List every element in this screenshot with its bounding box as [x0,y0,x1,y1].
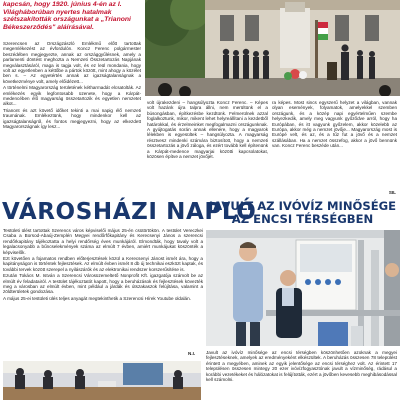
paragraph: A történelmi Magyarország területének kétharmadát elcsatolták. Az emlékezés egyik legfontosabb üzenete, hogy a Kárpát-medencében élő magyarság összetartozik és egyetlen nemzetet alkot... [3,85,141,107]
paragraph: Ezután Tokács M. István a Szerencsi Városüzemeltető Nonprofit Kft. igazgatója számolt be az elmúlt év feladatairól. A testület tájékoztatót kapott, hogy a beruházások és fejlesztések kövezték meg a városban az elmúlt évben, mint például a járdák és útszakaszok felújítása, valamint a zöldterületek gondozása. [3,273,203,295]
top-article-signature: SIL [388,190,396,195]
headline-line: Világháborúban nyertes hatalmak [3,8,112,16]
javult-title-line: JAVULT AZ IVÓVÍZ MINŐSÉGE [208,199,397,213]
water-plant-photo [206,230,400,346]
ceremony-photo [145,0,400,96]
council-meeting-photo [3,361,201,400]
headline-line: Békeszerződés" aláírásával. [3,23,94,31]
headline-line: szétszakították országunkat a „Trianoni [3,16,131,24]
paragraph: Ezt követően a fojamatos rendben előterjesztések közül a Kerecsenyi Jánost ismét ára, hogy a kapitányságon is történtek fejlesztések. Az elmúlt évben ismét 8 db új technikai eszközt kaptak, és további tervek között szerepel a nyilászárók és az elektronikai rendszer korszerűsítése is. [3,256,203,272]
varoshazi-title: VÁROSHÁZI NAPLÓ [2,199,257,225]
varoshazi-signature: N.I. [188,351,196,356]
paragraph: volt újrakezdeni – hangsúlyozta Koncz Ferenc. – Képes volt hazánk újra talpra állni, nem merültünk el a búsongásban, építkezésbe kezdtünk. Felmerülnek azzal foglalkoztunk, mikor, mikent lehet helyreállítani a kezdetből határokkal, és érzelmeinket megfogalmazni országunknak. A gyújtogatás során annak ellenére, hogy a magyarok lélekben is egyesültek – hangsúlyozta. A magyarság résztvesz mindenki számára biztosított, hogy a nemzeti összetartozás a jövő záloga, és ezért tovább kell építenünk a Kárpát-medence magyarjai közötti kapcsolatokat, közösen építve a nemzet jövőjét. [147,100,268,160]
javult-text [206,350,397,400]
ceremony-photo-image [145,0,400,96]
paragraph: ra képes. Most sincs egyszerű helyzet a világban, vannak olyan események, folyamatok, amelyekkel szemben országunk, és a közép napi egyértelműen szembe helyezkedik, amely meg vagyunk győződve arról, hogy ha Európában, és itt vagyunk győzelem, akkor közelebb az Európa, akkor még a nemzet jövője... Magyarország most is Európé velt, és az, és a tűz fut a jövő és a nemzet szállásában. Ha a nemzet összefog, akkor a jövő bennünk van. Koncz Ferenc beszéde után... [272,100,397,149]
top-article-col3 [272,100,397,190]
top-article-headline [3,1,141,31]
paragraph: Trianont és azt követő időket tekinti a mai napig élő nemzeti traumának. Emlékeztünk, hogy mindenkor kell az igazságtalanságról, és fontos megjegyezni, hogy az elkezdett Magyarországnak így lesz... [3,107,141,130]
varoshazi-text [3,228,203,348]
top-article-col2 [147,100,268,197]
paragraph: Javult az ivóvíz minősége az encsi térségben köszönhetően azoknak a megyei fejlesztéseknek, amelyek az eredményeként elkészültek. A beruházás összesen 78 települést érintett a megyében, aminek az egyik jelentősége az encsi térséghez volt. Az érintett 17 településen összesen mintegy 20 ezer ivóvízfogyasztónak javult a vízminőség, rádásul a korábbi vezetékeket és hálózatokat is felújították, ezért a jövőben kevesebb meghibásodással kell számolni. [206,350,397,383]
council-meeting-image [3,361,201,400]
top-article-col1 [3,41,141,197]
paragraph: Szerencsen az Országzászló Emlékmű előtt tartottak megemlékezést az évfordulón. Koncz Ferenc polgármester beszédében megjegyezte, annak az országgyűlésnek, amely a parlamenti döntést meghozta a Nemzeti Összetartozás Napjának megválasztásáról, maga is tagja volt, és ez leül mondania, hogy volt az egyetlenben a kéttőbe a pártok között, mint ahogy a közélet ben s. – Az egyetértés annak az igazságtalanságnak a következménye volt, amely előidézett... [3,41,141,84]
javult-title-line: AZ ENCSI TÉRSÉGBEN [231,212,374,226]
water-plant-image [206,230,400,346]
javult-title [205,200,400,226]
paragraph: A május 25-ei testületi ülés teljes anyagát megtekinthetik a Szerencsi Hírek Youtube oldalán. [3,295,191,301]
headline-line: kapcsán, hogy 1920. június 4-én az I. [3,1,122,8]
paragraph: Testületi ülést tartottak Szerencs város képviselői május 25-én csütörtökön. A testület Vereczkei Csaba a Borsod-Abaúj-Zemplén Megyei rendőrfőkapitány és Kerecsenyi János a szerencsi rendőrkapitány tájékoztatta a helyi rendőrség éves munkájáról. Elmondták, hogy tavaly volt a legalacsonyabb a bűncselekmények száma az elmúlt 7 évben, amiért munkájukat köszönték a képviselők. [3,228,203,255]
